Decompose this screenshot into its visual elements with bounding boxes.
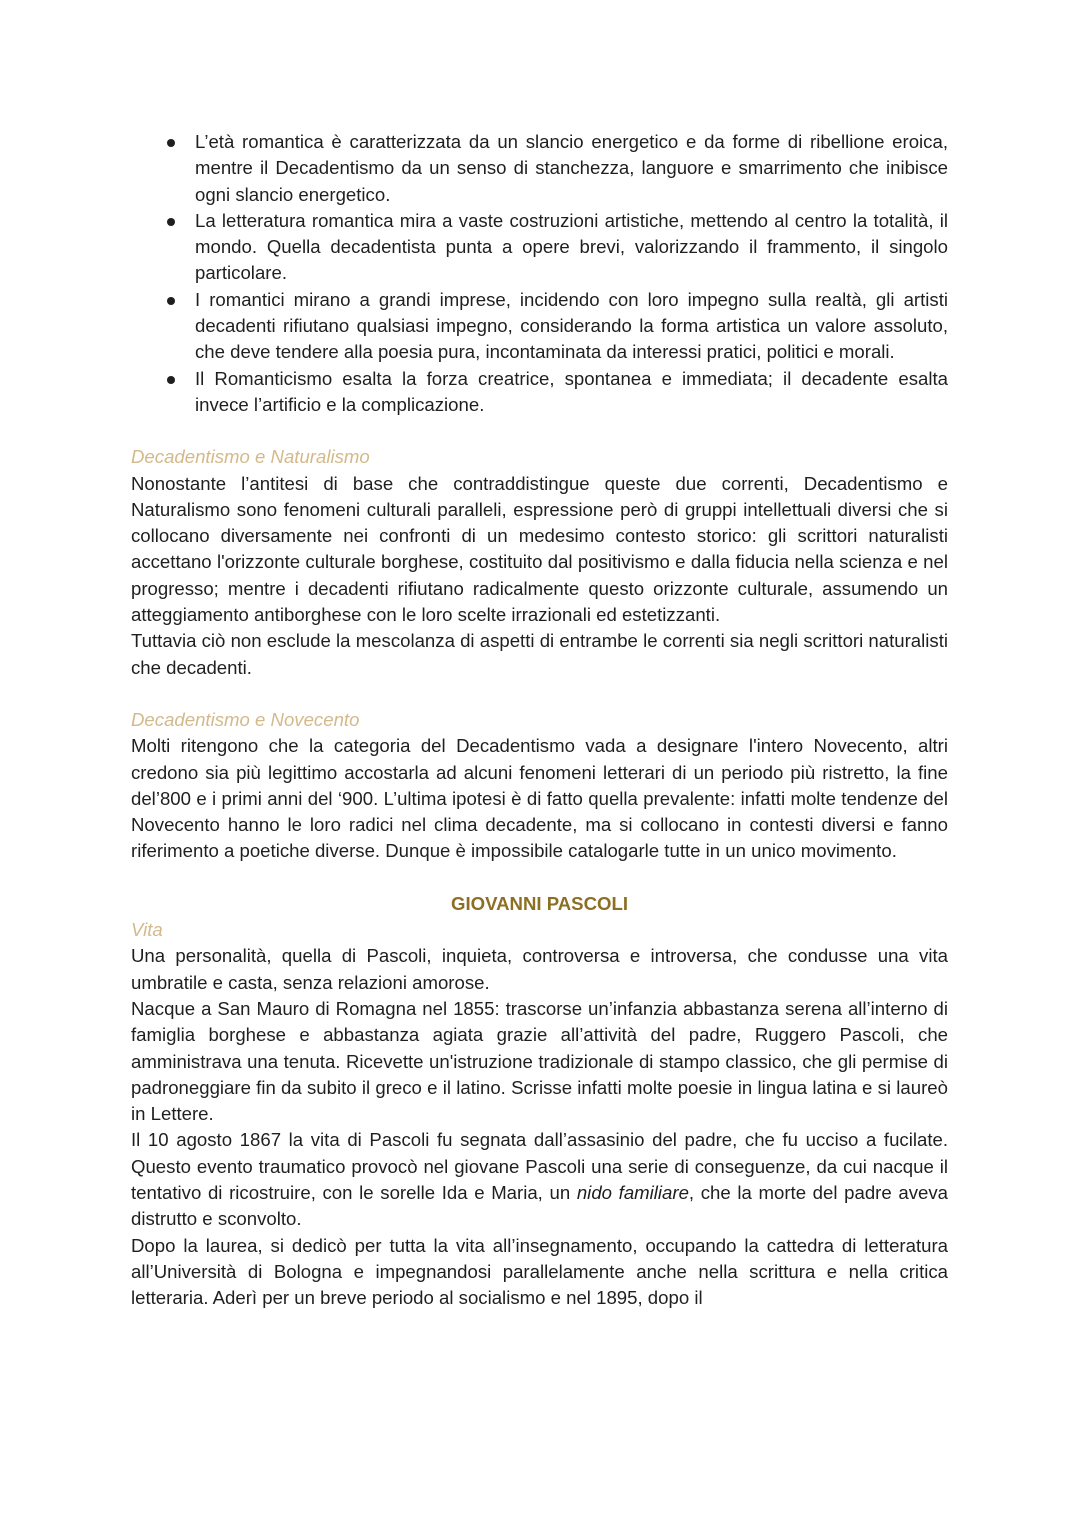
list-item	[131, 129, 948, 208]
paragraph-text: Il 10 agosto 1867 la vita di Pascoli fu segnata dall’assasinio del padre, che fu ucciso a fucilate. Questo evento traumatico provocò nel giovane Pascoli una serie di conseguenze, da cui nacque il tentativo di ricostruire, con le sorelle Ida e Maria, un	[131, 1129, 948, 1203]
list-item-text: L’età romantica è caratterizzata da un slancio energetico e da forme di ribellione eroica, mentre il Decadentismo da un senso di stanchezza, languore e smarrimento che inibisce ogni slancio energetico.	[195, 131, 948, 205]
section-heading-naturalismo: Decadentismo e Naturalismo	[131, 446, 370, 468]
paragraph: Molti ritengono che la categoria del Decadentismo vada a designare l'intero Novecento, altri credono sia più legittimo accostarla ad alcuni fenomeni letterari di un periodo più ristretto, la fine del’800 e i primi anni del ‘900. L’ultima ipotesi è di fatto quella prevalente: infatti molte tendenze del Novecento hanno le loro radici nel clima decadente, ma si collocano in contesti diversi e fanno riferimento a poetiche diverse. Dunque è impossibile catalogarle tutte in un unico movimento.	[131, 735, 948, 862]
spacer	[131, 865, 948, 891]
list-item	[131, 208, 948, 287]
document-page	[131, 129, 948, 1311]
romanticism-vs-decadentism-list	[131, 129, 948, 418]
section-heading-novecento: Decadentismo e Novecento	[131, 708, 360, 730]
spacer	[131, 681, 948, 707]
bullet-icon	[167, 376, 175, 384]
paragraph	[131, 1127, 948, 1232]
paragraph: Una personalità, quella di Pascoli, inquieta, controversa e introversa, che condusse una vita umbratile e casta, senza relazioni amorose.	[131, 945, 948, 993]
chapter-title: GIOVANNI PASCOLI	[451, 892, 628, 914]
section-heading-vita: Vita	[131, 919, 163, 941]
list-item-text: I romantici mirano a grandi imprese, incidendo con loro impegno sulla realtà, gli artisti decadenti rifiutano qualsiasi impegno, considerando la forma artistica un valore assoluto, che deve tendere alla poesia pura, incontaminata da interessi pratici, politici e morali.	[195, 288, 948, 363]
list-item	[131, 287, 948, 366]
list-item	[131, 366, 948, 419]
paragraph: Tuttavia ciò non esclude la mescolanza di aspetti di entrambe le correnti sia negli scrittori naturalisti che decadenti.	[131, 630, 948, 678]
paragraph: Dopo la laurea, si dedicò per tutta la vita all’insegnamento, occupando la cattedra di letteratura all’Università di Bologna e impegnandosi parallelamente anche nella scrittura e nella critica letteraria. Aderì per un breve periodo al socialismo e nel 1895, dopo il	[131, 1234, 948, 1309]
bullet-icon	[167, 218, 175, 226]
paragraph: Nacque a San Mauro di Romagna nel 1855: trascorse un’infanzia abbastanza serena all’interno di famiglia borghese e abbastanza agiata grazie all’attività del padre, Ruggero Pascoli, che amministrava una tenuta. Ricevette un'istruzione tradizionale di stampo classico, che gli permise di padroneggiare fin da subito il greco e il latino. Scrisse infatti molte poesie in lingua latina e si laureò in Lettere.	[131, 997, 948, 1125]
emphasis-text: nido familiare	[576, 1181, 689, 1203]
paragraph: Nonostante l’antitesi di base che contraddistingue queste due correnti, Decadentismo e Naturalismo sono fenomeni culturali paralleli, espressione però di gruppi intellettuali diversi che si collocano diversamente nei confronti di un medesimo contesto storico: gli scrittori naturalisti accettano l'orizzonte culturale borghese, costituito dal positivismo e dalla fiducia nella scienza e nel progresso; mentre i decadenti rifiutano radicalmente questo orizzonte culturale, assumendo un atteggiamento antiborghese con le loro scelte irrazionali ed estetizzanti.	[131, 472, 948, 626]
list-item-text: La letteratura romantica mira a vaste costruzioni artistiche, mettendo al centro la totalità, il mondo. Quella decadentista punta a opere brevi, valorizzando il frammento, il singolo particolare.	[195, 209, 948, 284]
bullet-icon	[167, 139, 175, 147]
list-item-text: Il Romanticismo esalta la forza creatrice, spontanea e immediata; il decadente esalta invece l’artificio e la complicazione.	[195, 367, 948, 415]
paragraph-text: , che la morte del padre aveva distrutto e sconvolto.	[131, 1181, 948, 1230]
spacer	[131, 418, 948, 444]
bullet-icon	[167, 297, 175, 305]
